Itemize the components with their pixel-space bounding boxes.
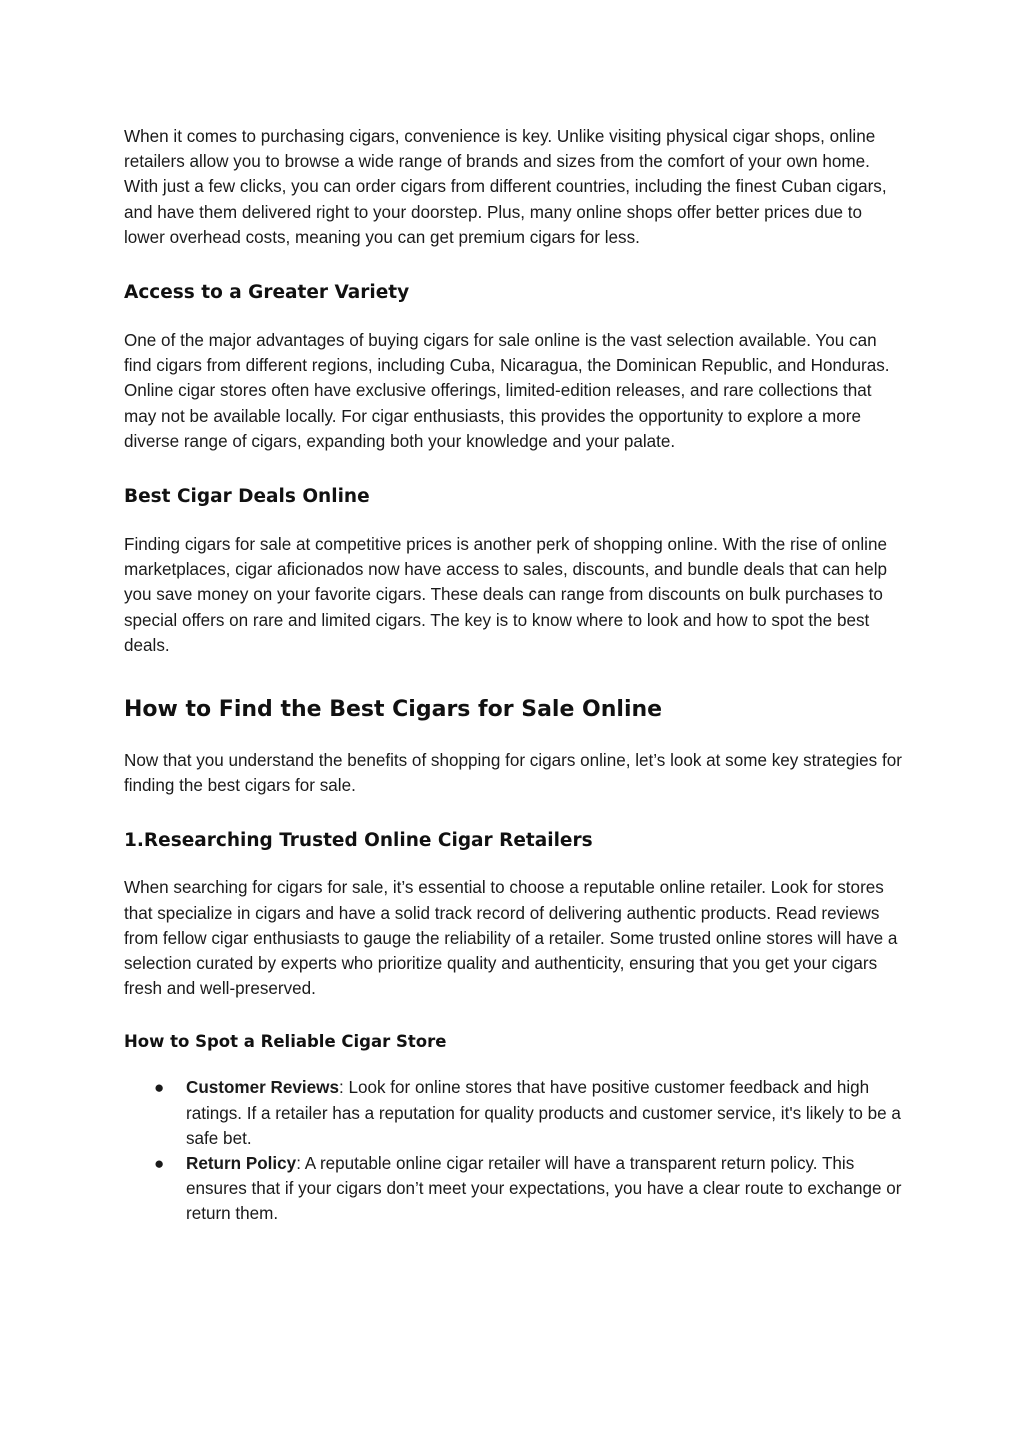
bullet-icon: ● xyxy=(154,1154,165,1174)
list-item-text: : A reputable online cigar retailer will have a transparent return policy. This ensures that if your cigars don’t meet your expectations, you have a clear route to exchange or return them. xyxy=(186,1154,902,1224)
variety-heading: Access to a Greater Variety xyxy=(124,282,410,304)
deals-paragraph: Finding cigars for sale at competitive prices is another perk of shopping online. With the rise of online marketplaces, cigar aficionados now have access to sales, discounts, and bundle deals that can help you save money on your favorite cigars. These deals can range from discounts on bulk purchases to special offers on rare and limited cigars. The key is to know where to look and how to spot the best deals. xyxy=(124,535,888,655)
variety-paragraph: One of the major advantages of buying cigars for sale online is the vast selection available. You can find cigars from different regions, including Cuba, Nicaragua, the Dominican Republic, and Honduras. Online cigar stores often have exclusive offerings, limited-edition releases, and rare collections that may not be available locally. For cigar enthusiasts, this provides the opportunity to explore a more diverse range of cigars, expanding both your knowledge and your palate. xyxy=(124,331,890,451)
find-heading: How to Find the Best Cigars for Sale Online xyxy=(124,697,663,723)
deals-heading: Best Cigar Deals Online xyxy=(124,486,370,508)
research-heading: 1.Researching Trusted Online Cigar Retailers xyxy=(124,830,593,852)
list-item-text: : Look for online stores that have positive customer feedback and high ratings. If a retailer has a reputation for quality products and customer service, it's likely to be a safe bet. xyxy=(186,1078,901,1148)
list-item xyxy=(124,1075,904,1151)
list-item xyxy=(124,1151,904,1227)
reliable-list xyxy=(124,1075,904,1226)
find-paragraph: Now that you understand the benefits of shopping for cigars online, let’s look at some key strategies for finding the best cigars for sale. xyxy=(124,751,902,796)
bullet-icon: ● xyxy=(154,1078,165,1098)
list-item-term: Return Policy xyxy=(186,1154,297,1174)
reliable-heading: How to Spot a Reliable Cigar Store xyxy=(124,1032,447,1052)
research-paragraph: When searching for cigars for sale, it’s essential to choose a reputable online retailer. Look for stores that specialize in cigars and have a solid track record of delivering authentic products. Read reviews from fellow cigar enthusiasts to gauge the reliability of a retailer. Some trusted online stores will have a selection curated by experts who prioritize quality and authenticity, ensuring that you get your cigars fresh and well-preserved. xyxy=(124,878,898,999)
intro-paragraph: When it comes to purchasing cigars, convenience is key. Unlike visiting physical cigar shops, online retailers allow you to browse a wide range of brands and sizes from the comfort of your own home. With just a few clicks, you can order cigars from different countries, including the finest Cuban cigars, and have them delivered right to your doorstep. Plus, many online shops offer better prices due to lower overhead costs, meaning you can get premium cigars for less. xyxy=(124,127,887,247)
document-page xyxy=(124,124,904,1227)
list-item-term: Customer Reviews xyxy=(186,1078,339,1098)
